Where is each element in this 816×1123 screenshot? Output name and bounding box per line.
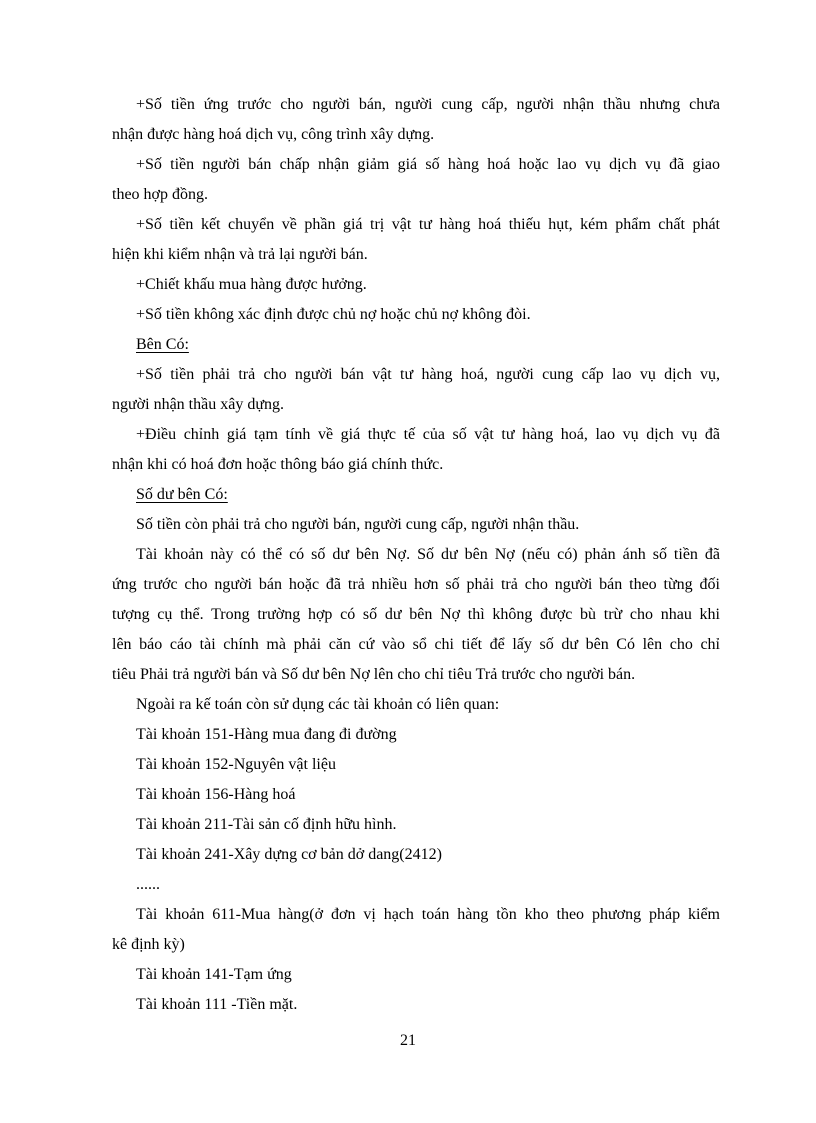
text-line: tiêu Phải trả người bán và Số dư bên Nợ lên cho chỉ tiêu Trả trước cho người bán. — [112, 666, 636, 683]
text-line: Tài khoản này có thể có số dư bên Nợ. Số dư bên Nợ (nếu có) phản ánh số tiền đã — [136, 546, 720, 563]
account-line: Tài khoản 152-Nguyên vật liệu — [136, 756, 336, 773]
account-line: Tài khoản 156-Hàng hoá — [136, 786, 296, 803]
account-line: Tài khoản 141-Tạm ứng — [136, 966, 292, 983]
text-line: kê định kỳ) — [112, 936, 185, 953]
text-line: người nhận thầu xây dựng. — [112, 396, 284, 413]
text-line: +Số tiền người bán chấp nhận giảm giá số hàng hoá hoặc lao vụ dịch vụ đã giao — [136, 156, 720, 173]
text-line: +Điều chỉnh giá tạm tính về giá thực tế của số vật tư hàng hoá, lao vụ dịch vụ đã — [136, 426, 720, 443]
text-line: nhận được hàng hoá dịch vụ, công trình xây dựng. — [112, 126, 435, 143]
text-line: +Chiết khấu mua hàng được hưởng. — [136, 276, 367, 293]
account-line: Tài khoản 151-Hàng mua đang đi đường — [136, 726, 397, 743]
section-heading-so-du-ben-co: Số dư bên Có: — [136, 486, 228, 503]
text-line: tượng cụ thể. Trong trường hợp có số dư bên Nợ thì không được bù trừ cho nhau khi — [112, 606, 720, 623]
text-line: +Số tiền ứng trước cho người bán, người cung cấp, người nhận thầu nhưng chưa — [136, 96, 720, 113]
text-line: +Số tiền kết chuyển về phần giá trị vật tư hàng hoá thiếu hụt, kém phẩm chất phát — [136, 216, 720, 233]
page-number: 21 — [400, 1032, 416, 1049]
text-line: nhận khi có hoá đơn hoặc thông báo giá chính thức. — [112, 456, 444, 473]
account-line: Tài khoản 111 -Tiền mặt. — [136, 996, 298, 1013]
text-line: hiện khi kiểm nhận và trả lại người bán. — [112, 246, 368, 263]
account-line: Tài khoản 241-Xây dựng cơ bản dở dang(2412) — [136, 846, 442, 863]
text-line: Số tiền còn phải trả cho người bán, người cung cấp, người nhận thầu. — [136, 516, 580, 533]
section-heading-ben-co: Bên Có: — [136, 336, 189, 353]
text-line: Ngoài ra kế toán còn sử dụng các tài khoản có liên quan: — [136, 696, 500, 713]
text-line: +Số tiền phải trả cho người bán vật tư hàng hoá, người cung cấp lao vụ dịch vụ, — [136, 366, 720, 383]
ellipsis-line: ...... — [136, 876, 160, 893]
account-line: Tài khoản 611-Mua hàng(ở đơn vị hạch toán hàng tồn kho theo phương pháp kiểm — [136, 906, 720, 923]
text-line: +Số tiền không xác định được chủ nợ hoặc chủ nợ không đòi. — [136, 306, 531, 323]
text-line: lên báo cáo tài chính mà phải căn cứ vào sổ chi tiết để lấy số dư bên Có lên cho chỉ — [112, 636, 720, 653]
account-line: Tài khoản 211-Tài sản cố định hữu hình. — [136, 816, 397, 833]
text-line: ứng trước cho người bán hoặc đã trả nhiều hơn số phải trả cho người bán theo từng đối — [112, 576, 720, 593]
text-line: theo hợp đồng. — [112, 186, 209, 203]
